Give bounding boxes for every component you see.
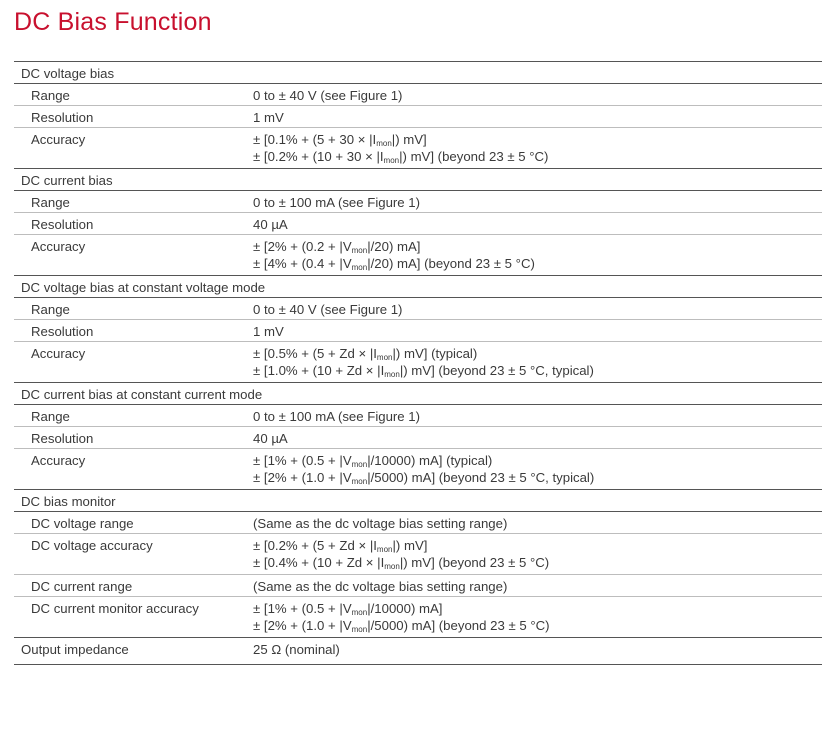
- row-value: 1 mV: [253, 324, 284, 339]
- section-label: DC bias monitor: [21, 494, 116, 509]
- row-label: DC current range: [31, 579, 133, 594]
- row-label: Resolution: [31, 431, 94, 446]
- table-row: [14, 84, 822, 106]
- section-header-cc-mode: [14, 383, 822, 405]
- section-header-dc-bias-monitor: [14, 490, 822, 512]
- row-value: [253, 131, 822, 168]
- row-value: 40 µA: [253, 431, 288, 446]
- row-label: DC current monitor accuracy: [31, 601, 199, 616]
- table-row: [14, 597, 822, 638]
- value-line: ± [$0.2\% + (5 + Zd \times |I_{mon}|)$ mV]: [253, 538, 428, 554]
- row-value: (Same as the dc voltage bias setting range): [253, 579, 508, 594]
- table-row: [14, 213, 822, 235]
- section-label: DC voltage bias: [21, 66, 115, 81]
- section-header-cv-mode: [14, 276, 822, 298]
- row-value: (Same as the dc voltage bias setting range): [253, 516, 508, 531]
- section-header-dc-current-bias: [14, 169, 822, 191]
- table-row: [14, 320, 822, 342]
- table-row: [14, 342, 822, 383]
- value-line: ± [$2\% + (1.0 + |V_{mon}|/5000)$ mA] (beyond 23 ± 5 °C): [253, 618, 550, 634]
- row-value: [253, 600, 822, 637]
- row-value: 25 Ω (nominal): [253, 642, 340, 657]
- row-value: 0 to ± 40 V (see Figure 1): [253, 302, 403, 317]
- row-label: Output impedance: [21, 642, 129, 657]
- table-row: [14, 427, 822, 449]
- value-line: ± [$1.0\% + (10 + Zd \times |I_{mon}|)$ mV] (beyond 23 ± 5 °C, typical): [253, 363, 594, 379]
- row-label: Accuracy: [31, 239, 86, 254]
- row-label: Accuracy: [31, 346, 86, 361]
- value-line: ± [$1\% + (0.5 + |V_{mon}|/10000)$ mA]: [253, 601, 443, 617]
- table-row: [14, 534, 822, 575]
- row-value: [253, 238, 822, 275]
- table-row: [14, 449, 822, 490]
- table-row: [14, 298, 822, 320]
- section-header-dc-voltage-bias: [14, 62, 822, 84]
- page-title: DC Bias Function: [14, 8, 212, 36]
- value-line: ± [$0.4\% + (10 + Zd \times |I_{mon}|)$ mV] (beyond 23 ± 5 °C): [253, 555, 550, 571]
- table-row-output-impedance: [14, 638, 822, 665]
- row-label: Range: [31, 302, 70, 317]
- row-label: Resolution: [31, 217, 94, 232]
- section-label: DC voltage bias at constant voltage mode: [21, 280, 266, 295]
- spec-table: [14, 61, 822, 665]
- row-value: 1 mV: [253, 110, 284, 125]
- row-value: [253, 345, 822, 382]
- value-line: ± [$0.2\% + (10 + 30 \times |I_{mon}|)$ mV] (beyond 23 ± 5 °C): [253, 149, 549, 165]
- table-row: [14, 405, 822, 427]
- value-line: ± [$0.1\% + (5 + 30 \times |I_{mon}|)$ mV]: [253, 132, 427, 148]
- table-row: [14, 235, 822, 276]
- table-row: [14, 106, 822, 128]
- row-label: Accuracy: [31, 453, 86, 468]
- row-label: Range: [31, 195, 70, 210]
- table-row: [14, 128, 822, 169]
- row-label: Resolution: [31, 110, 94, 125]
- table-row: [14, 575, 822, 597]
- row-value: [253, 537, 822, 574]
- row-value: 40 µA: [253, 217, 288, 232]
- row-value: [253, 452, 822, 489]
- section-label: DC current bias: [21, 173, 113, 188]
- row-label: Range: [31, 88, 70, 103]
- row-value: 0 to ± 100 mA (see Figure 1): [253, 195, 421, 210]
- row-label: Range: [31, 409, 70, 424]
- section-label: DC current bias at constant current mode: [21, 387, 263, 402]
- row-label: Accuracy: [31, 132, 86, 147]
- value-line: ± [$0.5\% + (5 + Zd \times |I_{mon}|)$ mV] (typical): [253, 346, 478, 362]
- table-row: [14, 512, 822, 534]
- row-value: 0 to ± 100 mA (see Figure 1): [253, 409, 421, 424]
- row-label: DC voltage accuracy: [31, 538, 153, 553]
- value-line: ± [$2\% + (1.0 + |V_{mon}|/5000)$ mA] (beyond 23 ± 5 °C, typical): [253, 470, 595, 486]
- row-value: 0 to ± 40 V (see Figure 1): [253, 88, 403, 103]
- row-label: DC voltage range: [31, 516, 134, 531]
- value-line: ± [$2\% + (0.2 + |V_{mon}|/20)$ mA]: [253, 239, 421, 255]
- row-label: Resolution: [31, 324, 94, 339]
- value-line: ± [$1\% + (0.5 + |V_{mon}|/10000)$ mA] (typical): [253, 453, 493, 469]
- value-line: ± [$4\% + (0.4 + |V_{mon}|/20)$ mA] (beyond 23 ± 5 °C): [253, 256, 535, 272]
- table-row: [14, 191, 822, 213]
